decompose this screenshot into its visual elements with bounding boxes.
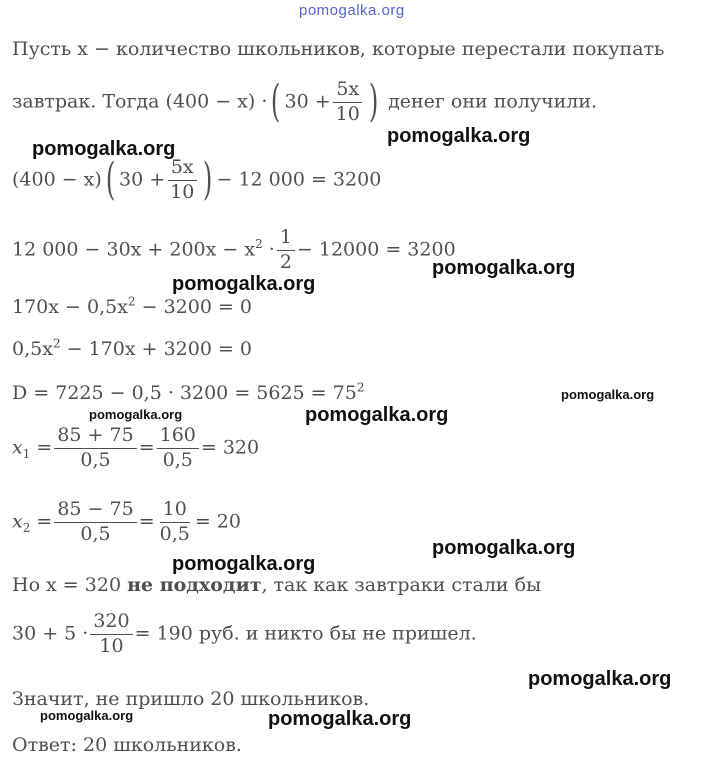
line-4-end: − 12000 = 3200 [296, 238, 456, 261]
fraction [90, 612, 132, 657]
denominator: 0,5 [80, 448, 111, 471]
watermark: pomogalka.org [268, 708, 412, 730]
numerator: 5x [333, 80, 362, 103]
line-9 [12, 500, 241, 545]
variable: x [12, 510, 23, 533]
watermark: pomogalka.org [432, 537, 576, 559]
denominator: 10 [99, 634, 124, 657]
line-2-mid: 30 + [284, 90, 331, 113]
line-5 [12, 294, 253, 318]
denominator: 10 [335, 102, 360, 125]
numerator: 10 [160, 500, 190, 523]
fraction [167, 158, 197, 203]
line-5-end: − 3200 = 0 [141, 296, 253, 318]
exponent: 2 [356, 380, 365, 395]
denominator: 0,5 [159, 522, 190, 545]
fraction-1 [54, 426, 136, 471]
equals: = [36, 436, 53, 459]
equals: = [138, 510, 155, 533]
watermark: pomogalka.org [172, 273, 316, 295]
line-4 [12, 228, 456, 273]
line-4-start: 12 000 − 30x + 200x − x [12, 238, 256, 261]
right-paren: ) [368, 76, 379, 128]
line-11 [12, 612, 477, 657]
watermark: pomogalka.org [40, 708, 134, 723]
line-3-mid: 30 + [118, 168, 166, 191]
left-paren: ( [271, 76, 281, 128]
equals: = [138, 436, 155, 459]
equals: = [36, 510, 53, 533]
numerator: 160 [157, 426, 199, 449]
fraction-1 [54, 500, 136, 545]
fraction [277, 228, 295, 273]
left-paren: ( [105, 154, 116, 206]
fraction [333, 80, 363, 125]
numerator: 1 [277, 228, 295, 251]
fraction-2 [157, 500, 193, 545]
line-5-start: 170x − 0,5x [12, 296, 128, 318]
variable: x [12, 436, 23, 459]
line-2-start: завтрак. Тогда (400 − x) · [12, 90, 268, 113]
line-2 [12, 76, 598, 128]
fraction-2 [157, 426, 199, 471]
line-11-start: 30 + 5 · [12, 622, 89, 645]
denominator: 0,5 [80, 522, 111, 545]
numerator: 320 [90, 612, 132, 635]
line-10-end: , так как завтраки стали бы [261, 574, 542, 596]
watermark-top: pomogalka.org [299, 2, 405, 19]
watermark: pomogalka.org [561, 387, 655, 402]
subscript: 2 [22, 521, 31, 536]
numerator: 5x [168, 158, 197, 181]
line-12: Значит, не пришло 20 школьников. [12, 688, 370, 710]
numerator: 85 − 75 [54, 500, 136, 523]
line-2-end: денег они получили. [388, 90, 598, 113]
dot: · [268, 238, 275, 261]
line-6-start: 0,5x [12, 338, 53, 360]
watermark: pomogalka.org [32, 138, 176, 160]
numerator: 85 + 75 [54, 426, 136, 449]
watermark: pomogalka.org [89, 407, 183, 422]
line-13-answer: Ответ: 20 школьников. [12, 734, 242, 756]
line-7 [12, 380, 365, 404]
line-3-end: − 12 000 = 3200 [216, 168, 382, 191]
line-6 [12, 336, 253, 360]
exponent: 2 [255, 237, 263, 252]
watermark: pomogalka.org [528, 668, 672, 690]
line-8 [12, 426, 259, 471]
exponent: 2 [52, 336, 61, 351]
watermark: pomogalka.org [305, 404, 449, 426]
result: = 320 [200, 436, 260, 459]
result: = 20 [194, 510, 241, 533]
denominator: 2 [279, 250, 292, 273]
watermark: pomogalka.org [172, 553, 316, 575]
subscript: 1 [22, 447, 31, 462]
watermark: pomogalka.org [387, 125, 531, 147]
right-paren: ) [203, 154, 213, 206]
bold-phrase: не подходит [127, 574, 262, 596]
line-3-start: (400 − x) [12, 168, 102, 191]
line-10 [12, 576, 541, 595]
denominator: 0,5 [162, 448, 193, 471]
line-11-end: = 190 руб. и никто бы не пришел. [134, 622, 477, 645]
line-1: Пусть x − количество школьников, которые перестали покупать [12, 38, 665, 60]
watermark: pomogalka.org [432, 257, 576, 279]
line-6-end: − 170x + 3200 = 0 [66, 338, 253, 360]
denominator: 10 [170, 180, 195, 203]
exponent: 2 [127, 294, 136, 309]
line-7-start: D = 7225 − 0,5 · 3200 = 5625 = 75 [12, 382, 357, 404]
line-3 [12, 154, 382, 206]
line-10-start: Но x = 320 [12, 574, 122, 596]
